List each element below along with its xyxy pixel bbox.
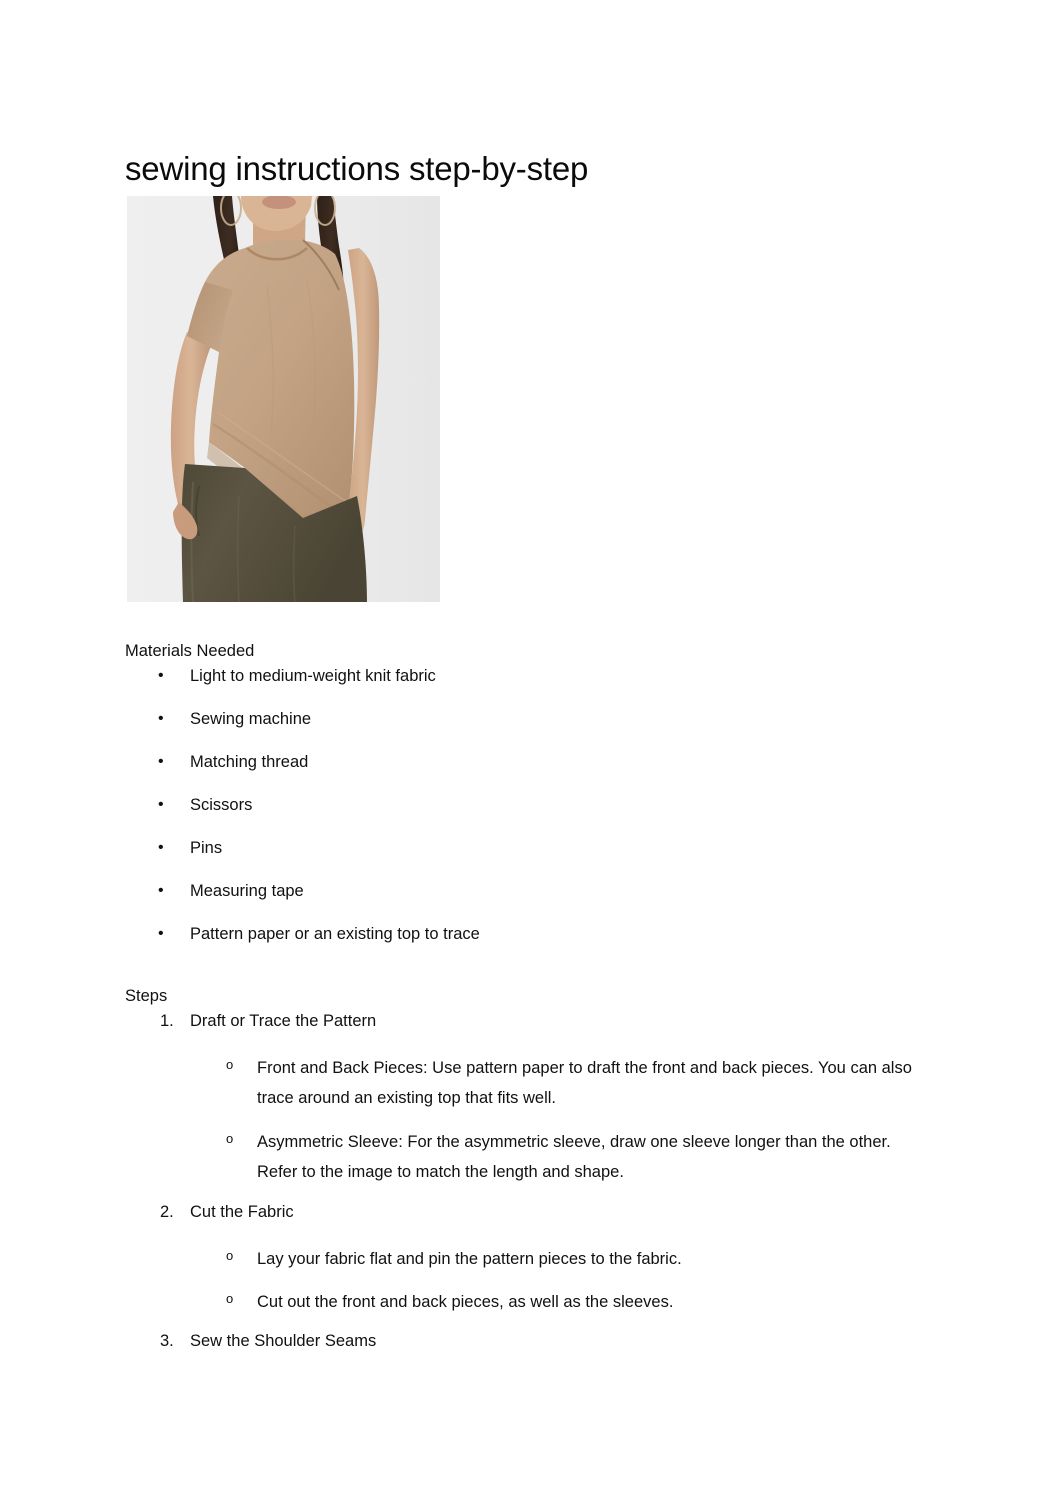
list-item — [0, 751, 1058, 794]
materials-list — [0, 665, 1058, 966]
list-item-label: Sewing machine — [190, 710, 312, 728]
list-item-label: Matching thread — [190, 753, 309, 771]
step-header — [0, 1330, 1058, 1373]
step-item — [0, 1330, 1058, 1373]
substep-text: Cut out the front and back pieces, as well as the sleeves. — [257, 1293, 674, 1311]
substep-text: Asymmetric Sleeve: For the asymmetric sleeve, draw one sleeve longer than the other. Refer to the image to match the length and shape. — [257, 1133, 891, 1181]
bullet-icon: • — [158, 882, 164, 899]
sub-bullet-icon: o — [226, 1291, 234, 1306]
list-item-label: Pins — [190, 839, 223, 857]
bullet-icon: • — [158, 796, 164, 813]
step-header — [0, 1010, 1058, 1053]
list-item — [0, 708, 1058, 751]
bullet-icon: • — [158, 710, 164, 727]
garment-photo — [127, 196, 440, 602]
step-number: 1. — [160, 1012, 174, 1030]
bullet-icon: • — [158, 667, 164, 684]
page-title: sewing instructions step-by-step — [125, 150, 589, 188]
step-number: 3. — [160, 1332, 174, 1350]
step-header — [0, 1201, 1058, 1244]
substep-list — [0, 1053, 1058, 1201]
list-item — [0, 837, 1058, 880]
step-label: Cut the Fabric — [190, 1203, 294, 1221]
list-item-label: Light to medium-weight knit fabric — [190, 667, 436, 685]
step-item — [0, 1010, 1058, 1201]
substep-item — [0, 1244, 1058, 1287]
substep-text: Lay your fabric flat and pin the pattern pieces to the fabric. — [257, 1250, 682, 1268]
sub-bullet-icon: o — [226, 1248, 234, 1263]
list-item-label: Measuring tape — [190, 882, 304, 900]
bullet-icon: • — [158, 839, 164, 856]
list-item-label: Pattern paper or an existing top to trace — [190, 925, 480, 943]
bullet-icon: • — [158, 753, 164, 770]
substep-item — [0, 1127, 1058, 1201]
list-item — [0, 923, 1058, 966]
step-number: 2. — [160, 1203, 174, 1221]
materials-heading: Materials Needed — [125, 641, 255, 660]
list-item — [0, 665, 1058, 708]
list-item-label: Scissors — [190, 796, 253, 814]
steps-heading: Steps — [125, 986, 168, 1005]
sub-bullet-icon: o — [226, 1131, 234, 1146]
step-item — [0, 1201, 1058, 1330]
garment-photo-illustration — [127, 196, 440, 602]
bullet-icon: • — [158, 925, 164, 942]
list-item — [0, 880, 1058, 923]
step-label: Sew the Shoulder Seams — [190, 1332, 377, 1350]
substep-item — [0, 1287, 1058, 1330]
steps-list — [0, 1010, 1058, 1373]
substep-text: Front and Back Pieces: Use pattern paper to draft the front and back pieces. You can also trace around an existing top that fits well. — [257, 1059, 912, 1107]
step-label: Draft or Trace the Pattern — [190, 1012, 377, 1030]
list-item — [0, 794, 1058, 837]
substep-list — [0, 1244, 1058, 1330]
substep-item — [0, 1053, 1058, 1127]
sub-bullet-icon: o — [226, 1057, 234, 1072]
